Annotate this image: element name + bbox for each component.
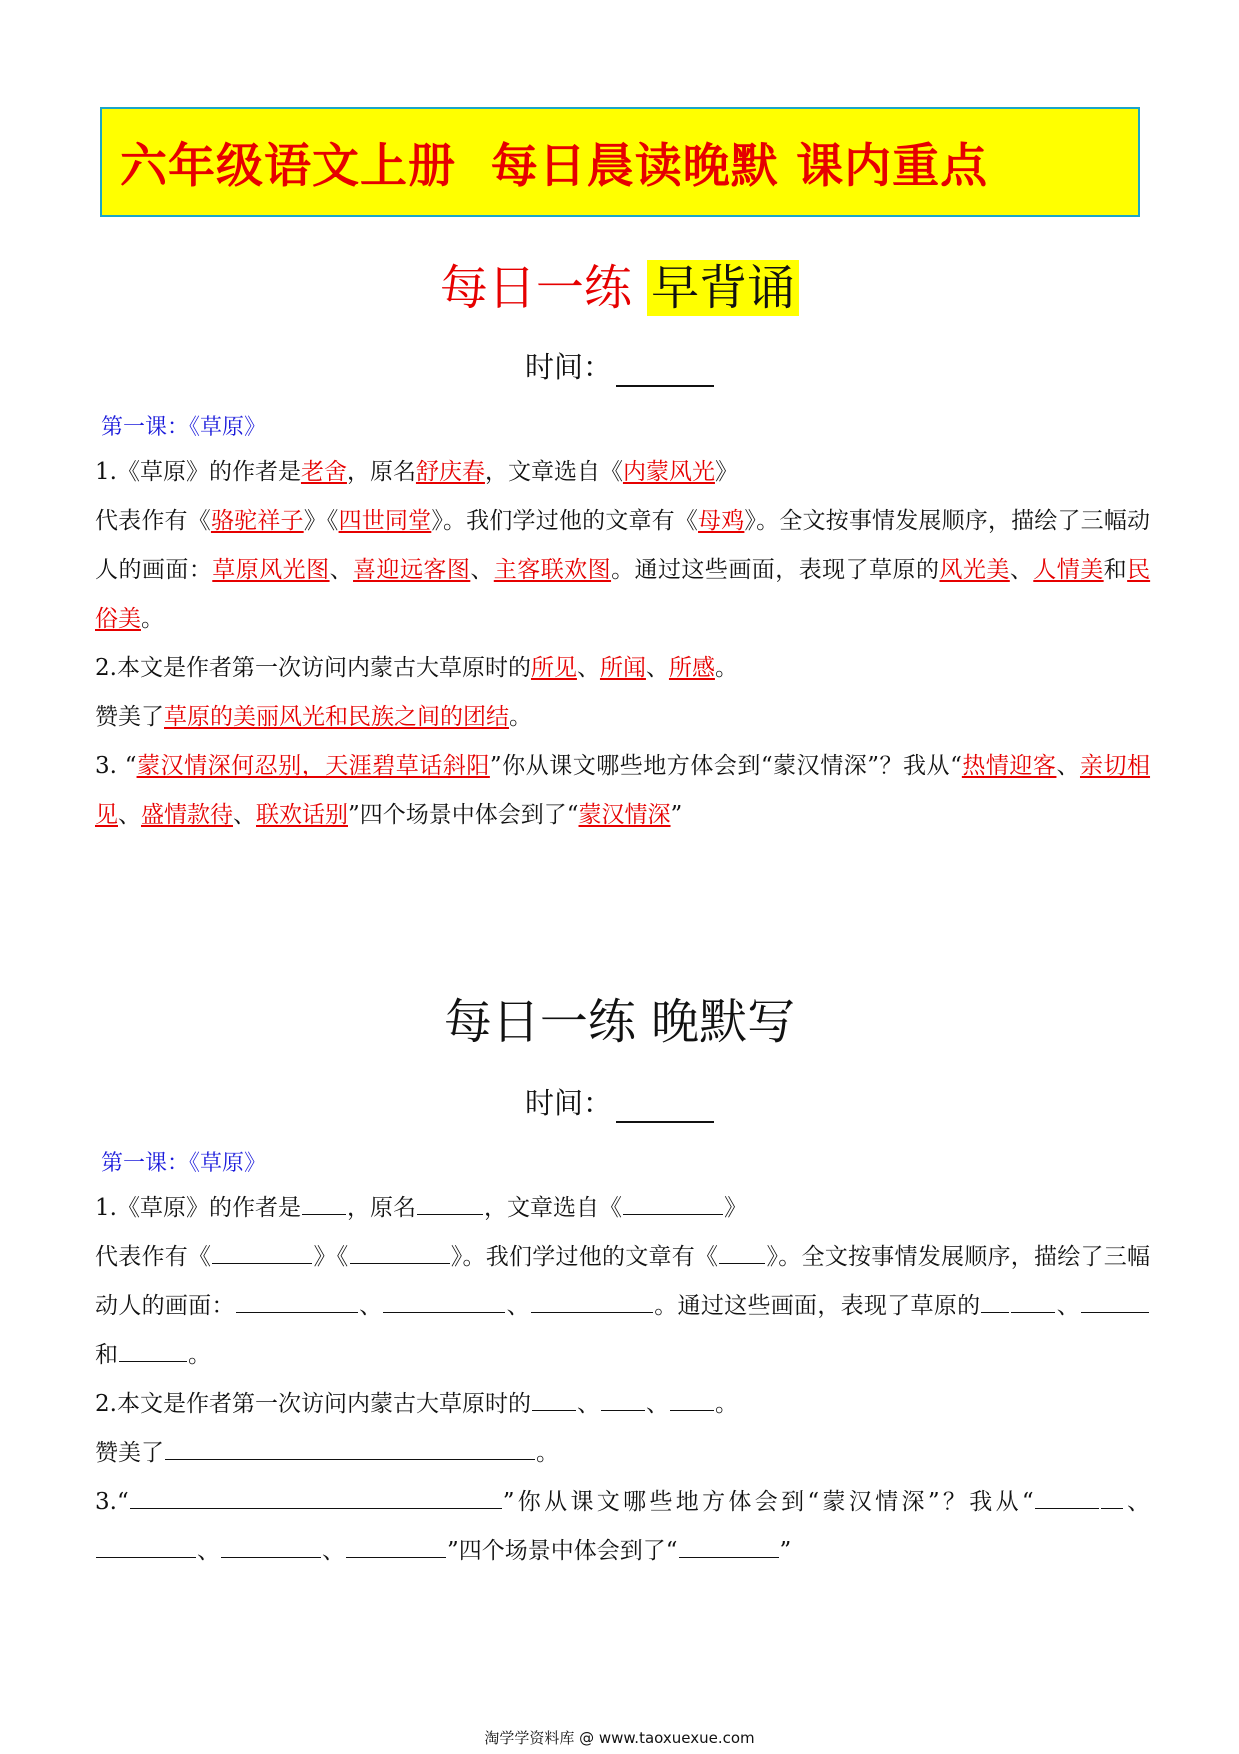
text-run: ，文章选自《 <box>483 1195 622 1221</box>
fill-blank <box>679 1535 779 1558</box>
morning-heading <box>0 258 1239 318</box>
text-run: ” <box>779 1538 792 1564</box>
text-run: 、 <box>506 1293 530 1319</box>
text-run: 。 <box>141 606 164 632</box>
text-run: 。 <box>509 704 532 730</box>
text-run: ，文章选自《 <box>484 459 623 485</box>
morning-q3 <box>95 742 1150 840</box>
answer-feeling: 蒙汉情深 <box>578 802 671 828</box>
fill-blank <box>165 1437 535 1460</box>
text-run: 3. “ <box>95 753 137 779</box>
answer-picture-2: 喜迎远客图 <box>353 557 471 583</box>
title-banner <box>100 107 1140 217</box>
answer-praise: 草原的美丽风光和民族之间的团结 <box>164 704 509 730</box>
text-run: 、 <box>1056 1293 1081 1319</box>
evening-q2-praise <box>95 1429 1150 1478</box>
morning-title-prefix: 每日一练 <box>439 260 632 316</box>
fill-blank <box>1101 1486 1123 1509</box>
text-run: 、 <box>329 557 354 583</box>
evening-lesson-title: 第一课：《草原》 <box>101 1151 267 1176</box>
fill-blank <box>130 1486 502 1509</box>
text-run: 。 <box>714 655 738 681</box>
fill-blank <box>601 1388 645 1411</box>
text-run: 》。全文按事情发展顺序，描绘了三幅动人的画面： <box>95 1244 1150 1319</box>
text-run: ”你从课文哪些地方体会到“蒙汉情深”？我从“ <box>502 1489 1034 1515</box>
text-run: 和 <box>1103 557 1128 583</box>
text-run: 代表作有《 <box>95 1244 212 1270</box>
footer-watermark: 淘学学资料库 @ www.taoxuexue.com <box>484 1729 755 1747</box>
text-run: ”四个场景中体会到了“ <box>447 1538 678 1564</box>
time-label: 时间： <box>524 350 612 384</box>
text-run: 、 <box>645 655 669 681</box>
answer-heard: 所闻 <box>599 655 646 681</box>
evening-q2 <box>95 1380 1150 1429</box>
time-blank <box>616 1093 714 1123</box>
answer-scene-1: 热情迎客 <box>961 753 1057 779</box>
fill-blank <box>670 1388 714 1411</box>
answer-author: 老舍 <box>300 459 347 485</box>
text-run: 2.本文是作者第一次访问内蒙古大草原时的 <box>95 655 531 681</box>
text-run: 》 <box>714 459 738 485</box>
text-run: 、 <box>576 655 600 681</box>
text-run: 。通过这些画面，表现了草原的 <box>611 557 940 583</box>
answer-beauty-3: 民俗美 <box>95 557 1151 632</box>
text-run: 、 <box>322 1538 345 1564</box>
answer-scene-3: 盛情款待 <box>141 802 233 828</box>
fill-blank <box>1081 1290 1149 1313</box>
fill-blank <box>981 1290 1009 1313</box>
text-run: 、 <box>233 802 256 828</box>
text-run: 。通过这些画面，表现了草原的 <box>653 1293 981 1319</box>
text-run: 。 <box>188 1342 211 1368</box>
fill-blank <box>532 1388 576 1411</box>
fill-blank <box>302 1192 346 1215</box>
evening-q1-line1 <box>95 1184 1150 1233</box>
text-run: 代表作有《 <box>95 508 211 534</box>
answer-work-2: 四世同堂 <box>338 508 432 534</box>
morning-lesson-title: 第一课：《草原》 <box>101 415 267 440</box>
text-run: 、 <box>645 1391 669 1417</box>
morning-title-highlight: 早背诵 <box>647 260 799 316</box>
text-run: 》 <box>723 1195 747 1221</box>
answer-original-name: 舒庆春 <box>415 459 485 485</box>
fill-blank <box>212 1241 312 1264</box>
fill-blank <box>1011 1290 1055 1313</box>
text-run: 、 <box>470 557 494 583</box>
text-run: 、 <box>1123 1489 1151 1515</box>
text-run: 、 <box>1056 753 1080 779</box>
text-run: 、 <box>197 1538 220 1564</box>
evening-q1-body <box>95 1233 1150 1380</box>
morning-q2 <box>95 644 1150 693</box>
text-run: ，原名 <box>346 1195 416 1221</box>
morning-time-row <box>0 347 1239 387</box>
fill-blank <box>221 1535 321 1558</box>
answer-seen: 所见 <box>530 655 577 681</box>
text-run: 1.《草原》的作者是 <box>95 459 301 485</box>
text-run: 》。我们学过他的文章有《 <box>450 1244 719 1270</box>
fill-blank <box>383 1290 505 1313</box>
morning-q1-line1 <box>95 448 1150 497</box>
fill-blank <box>1035 1486 1099 1509</box>
text-run: 》。我们学过他的文章有《 <box>431 508 699 534</box>
fill-blank <box>531 1290 653 1313</box>
answer-beauty-2: 人情美 <box>1033 557 1104 583</box>
evening-q3 <box>95 1478 1150 1576</box>
text-run: 。 <box>714 1391 738 1417</box>
answer-source: 内蒙风光 <box>622 459 715 485</box>
text-run: ”四个场景中体会到了“ <box>348 802 579 828</box>
fill-blank <box>623 1192 723 1215</box>
answer-work-1: 骆驼祥子 <box>210 508 304 534</box>
morning-q1-body <box>95 497 1150 644</box>
answer-picture-3: 主客联欢图 <box>493 557 612 583</box>
fill-blank <box>719 1241 765 1264</box>
text-run: 。 <box>536 1440 559 1466</box>
text-run: 赞美了 <box>95 704 164 730</box>
fill-blank <box>96 1535 196 1558</box>
answer-quote: 蒙汉情深何忍别，天涯碧草话斜阳 <box>136 753 490 779</box>
morning-q2-praise <box>95 693 1150 742</box>
fill-blank <box>236 1290 358 1313</box>
text-run: 赞美了 <box>95 1440 164 1466</box>
fill-blank <box>417 1192 483 1215</box>
text-run: ” <box>670 802 683 828</box>
answer-felt: 所感 <box>668 655 715 681</box>
text-run: ”你从课文哪些地方体会到“蒙汉情深”？我从“ <box>489 753 962 779</box>
time-blank <box>616 357 714 387</box>
text-run: 3.“ <box>95 1489 129 1515</box>
time-label: 时间： <box>524 1086 612 1120</box>
text-run: 、 <box>358 1293 383 1319</box>
fill-blank <box>350 1241 450 1264</box>
text-run: ，原名 <box>346 459 416 485</box>
text-run: 》。全文按事情发展顺序，描绘了三幅动人的画面： <box>95 508 1151 583</box>
fill-blank <box>346 1535 446 1558</box>
banner-title: 六年级语文上册 每日晨读晚默 课内重点 <box>120 138 989 194</box>
text-run: 》《 <box>313 1244 349 1270</box>
fill-blank <box>119 1339 187 1362</box>
text-run: 》《 <box>303 508 339 534</box>
text-run: 2.本文是作者第一次访问内蒙古大草原时的 <box>95 1391 531 1417</box>
evening-time-row <box>0 1083 1239 1123</box>
answer-scene-4: 联欢话别 <box>256 802 348 828</box>
evening-heading: 每日一练 晚默写 <box>443 994 796 1050</box>
answer-beauty-1: 风光美 <box>939 557 1010 583</box>
text-run: 和 <box>95 1342 118 1368</box>
text-run: 1.《草原》的作者是 <box>95 1195 301 1221</box>
answer-scene-2: 亲切相见 <box>95 753 1151 828</box>
answer-learned: 母鸡 <box>698 508 745 534</box>
text-run: 、 <box>118 802 141 828</box>
text-run: 、 <box>1009 557 1034 583</box>
answer-picture-1: 草原风光图 <box>212 557 330 583</box>
text-run: 、 <box>576 1391 600 1417</box>
